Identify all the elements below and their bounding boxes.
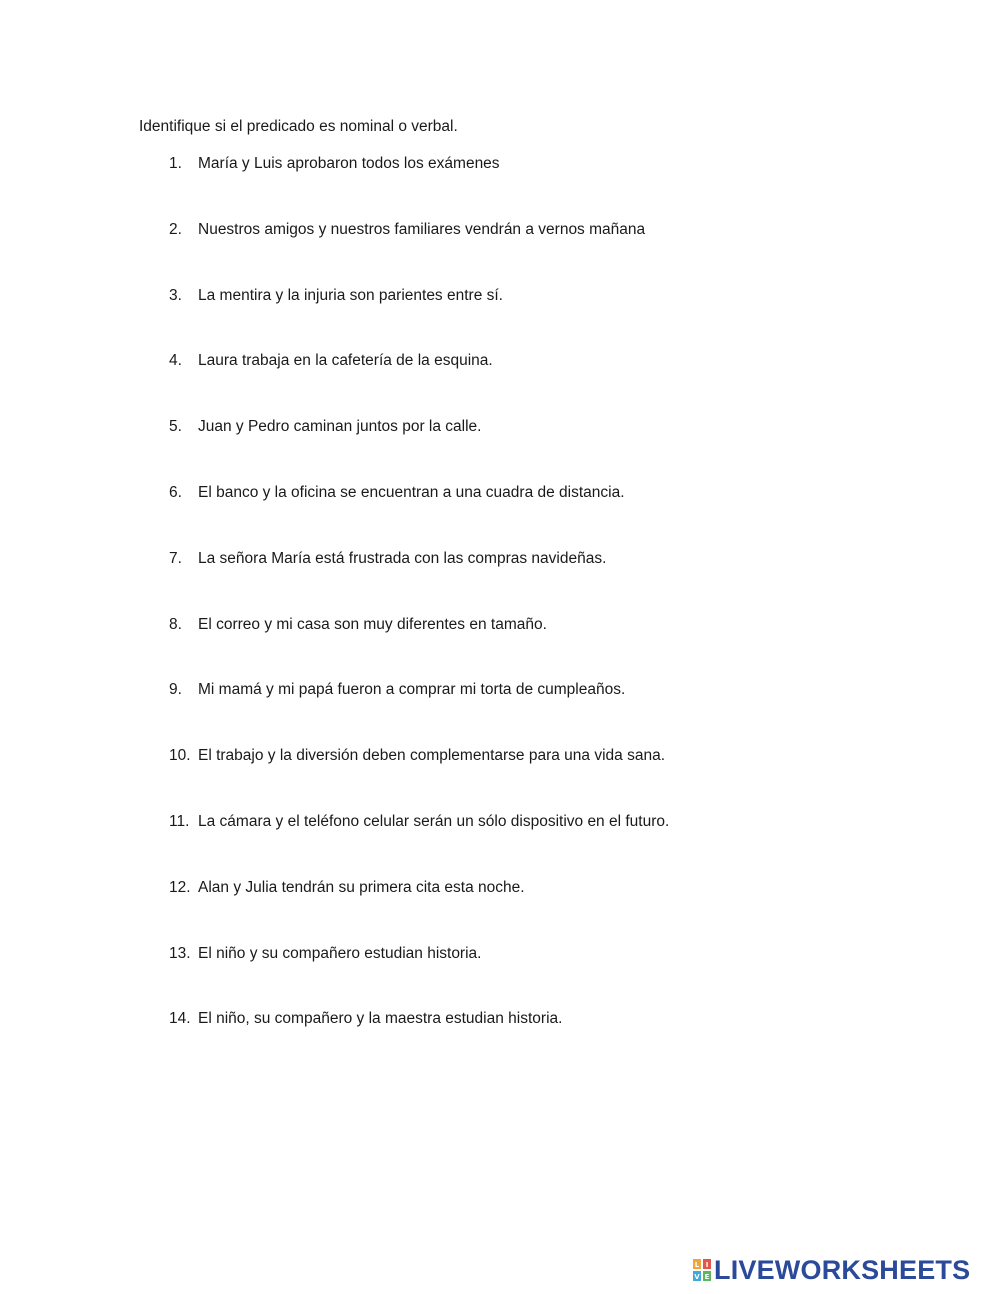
instruction-text: Identifique si el predicado es nominal o verbal.	[139, 118, 458, 135]
item-number: 11.	[169, 812, 190, 830]
liveworksheets-brand[interactable]	[692, 1256, 970, 1284]
item-text: La mentira y la injuria son parientes entre sí.	[198, 286, 503, 304]
svg-text:V: V	[694, 1273, 700, 1281]
item-number: 1.	[169, 155, 182, 172]
item-number: 12.	[169, 878, 191, 896]
item-number: 10.	[169, 747, 191, 765]
brand-name: LIVEWORKSHEETS	[714, 1255, 971, 1285]
liveworksheets-logo-icon	[692, 1258, 712, 1282]
item-number: 14.	[169, 1010, 191, 1028]
item-number: 13.	[169, 944, 191, 962]
item-number: 3.	[169, 286, 182, 304]
item-text: Nuestros amigos y nuestros familiares vendrán a vernos mañana	[198, 220, 646, 238]
item-number: 7.	[169, 549, 182, 567]
item-text: María y Luis aprobaron todos los exámenes	[198, 155, 500, 172]
item-text: El trabajo y la diversión deben complementarse para una vida sana.	[198, 747, 665, 765]
item-number: 2.	[169, 220, 182, 238]
item-text: Laura trabaja en la cafetería de la esquina.	[198, 352, 493, 370]
item-text: El niño, su compañero y la maestra estudian historia.	[198, 1010, 563, 1028]
item-text: Mi mamá y mi papá fueron a comprar mi torta de cumpleaños.	[198, 681, 626, 699]
svg-text:I: I	[705, 1261, 709, 1269]
svg-text:E: E	[704, 1273, 710, 1281]
item-text: Alan y Julia tendrán su primera cita esta noche.	[198, 878, 525, 896]
item-number: 6.	[169, 483, 182, 501]
item-text: La señora María está frustrada con las compras navideñas.	[198, 549, 607, 567]
item-number: 8.	[169, 615, 182, 633]
item-text: La cámara y el teléfono celular serán un sólo dispositivo en el futuro.	[198, 812, 670, 830]
item-text: El banco y la oficina se encuentran a una cuadra de distancia.	[198, 483, 625, 501]
svg-text:L: L	[694, 1261, 700, 1269]
item-text: El niño y su compañero estudian historia.	[198, 944, 482, 962]
item-number: 4.	[169, 352, 182, 370]
item-text: Juan y Pedro caminan juntos por la calle.	[198, 418, 482, 436]
item-text: El correo y mi casa son muy diferentes en tamaño.	[198, 615, 547, 633]
item-number: 5.	[169, 418, 182, 436]
item-number: 9.	[169, 681, 182, 699]
